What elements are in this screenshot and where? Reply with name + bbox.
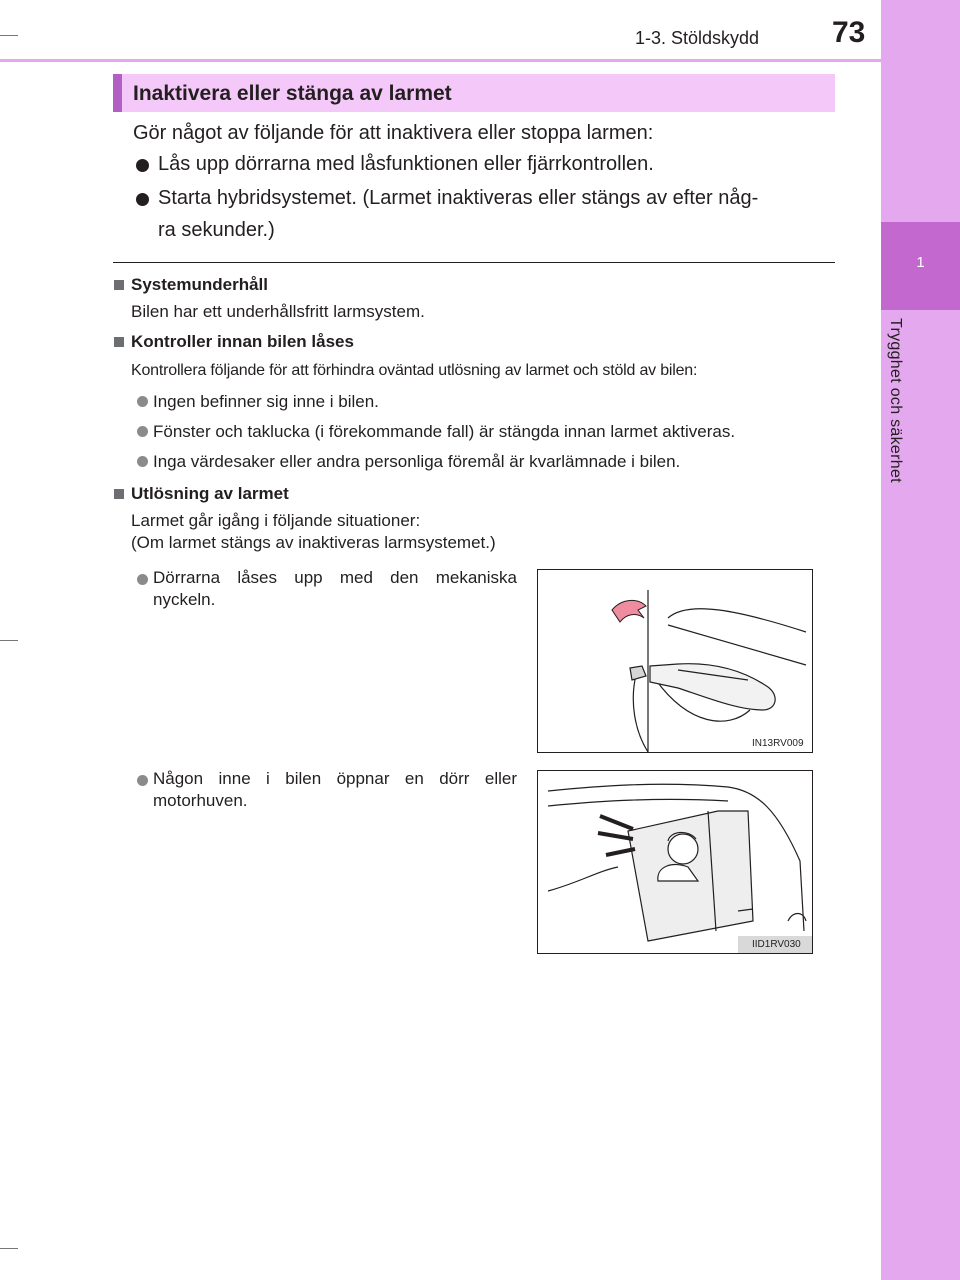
door-open-illustration (538, 771, 812, 953)
list-item-continuation: nyckeln. (153, 590, 216, 609)
figure-code: IID1RV030 (752, 939, 801, 950)
bullet-dot (136, 193, 149, 206)
list-item: Någon inne i bilen öppnar en dörr eller (153, 769, 517, 788)
bullet-dot (136, 159, 149, 172)
figure-door-open (537, 770, 813, 954)
figure-key-unlock (537, 569, 813, 753)
list-item: Ingen befinner sig inne i bilen. (153, 392, 379, 411)
bullet-item: Starta hybridsystemet. (Larmet inaktiveras eller stängs av efter någ- (158, 187, 759, 209)
body-text: (Om larmet stängs av inaktiveras larmsystemet.) (131, 533, 496, 552)
subheading: Systemunderhåll (131, 275, 268, 294)
body-text: Bilen har ett underhållsfritt larmsystem. (131, 302, 425, 321)
list-item: Fönster och taklucka (i förekommande fall) är stängda innan larmet aktiveras. (153, 422, 736, 441)
page-number: 73 (832, 16, 866, 49)
section-title-bar (113, 74, 835, 112)
chapter-title-block (886, 318, 916, 578)
subheading: Kontroller innan bilen låses (131, 332, 354, 351)
chapter-number-block (881, 222, 960, 310)
bullet-dot (137, 775, 148, 786)
heading-square-icon (114, 280, 124, 290)
separator (113, 262, 835, 263)
bullet-item-continuation: ra sekunder.) (158, 219, 275, 241)
list-item-continuation: motorhuven. (153, 791, 248, 810)
chapter-tab (881, 0, 960, 1280)
bullet-dot (137, 456, 148, 467)
section-label: 1-3. Stöldskydd (635, 28, 760, 48)
heading-square-icon (114, 337, 124, 347)
key-door-illustration (538, 570, 812, 752)
section-title: Inaktivera eller stänga av larmet (133, 82, 452, 105)
bullet-item: Lås upp dörrarna med låsfunktionen eller fjärrkontrollen. (158, 153, 654, 175)
body-text: Kontrollera följande för att förhindra oväntad utlösning av larmet och stöld av bilen: (131, 362, 698, 379)
heading-square-icon (114, 489, 124, 499)
header-rule (0, 59, 883, 62)
bullet-dot (137, 396, 148, 407)
bullet-dot (137, 426, 148, 437)
crop-mark (0, 640, 18, 641)
body-text: Larmet går igång i följande situationer: (131, 511, 421, 530)
chapter-title: Trygghet och säkerhet (887, 318, 904, 483)
list-item: Dörrarna låses upp med den mekaniska (153, 568, 517, 587)
figure-code: IN13RV009 (752, 738, 804, 749)
bullet-dot (137, 574, 148, 585)
crop-mark (0, 35, 18, 36)
crop-mark (0, 1248, 18, 1249)
title-accent (113, 74, 122, 112)
chapter-number: 1 (916, 254, 925, 271)
subheading: Utlösning av larmet (131, 484, 289, 503)
lead-paragraph: Gör något av följande för att inaktivera eller stoppa larmen: (133, 122, 654, 144)
list-item: Inga värdesaker eller andra personliga föremål är kvarlämnade i bilen. (153, 452, 681, 471)
